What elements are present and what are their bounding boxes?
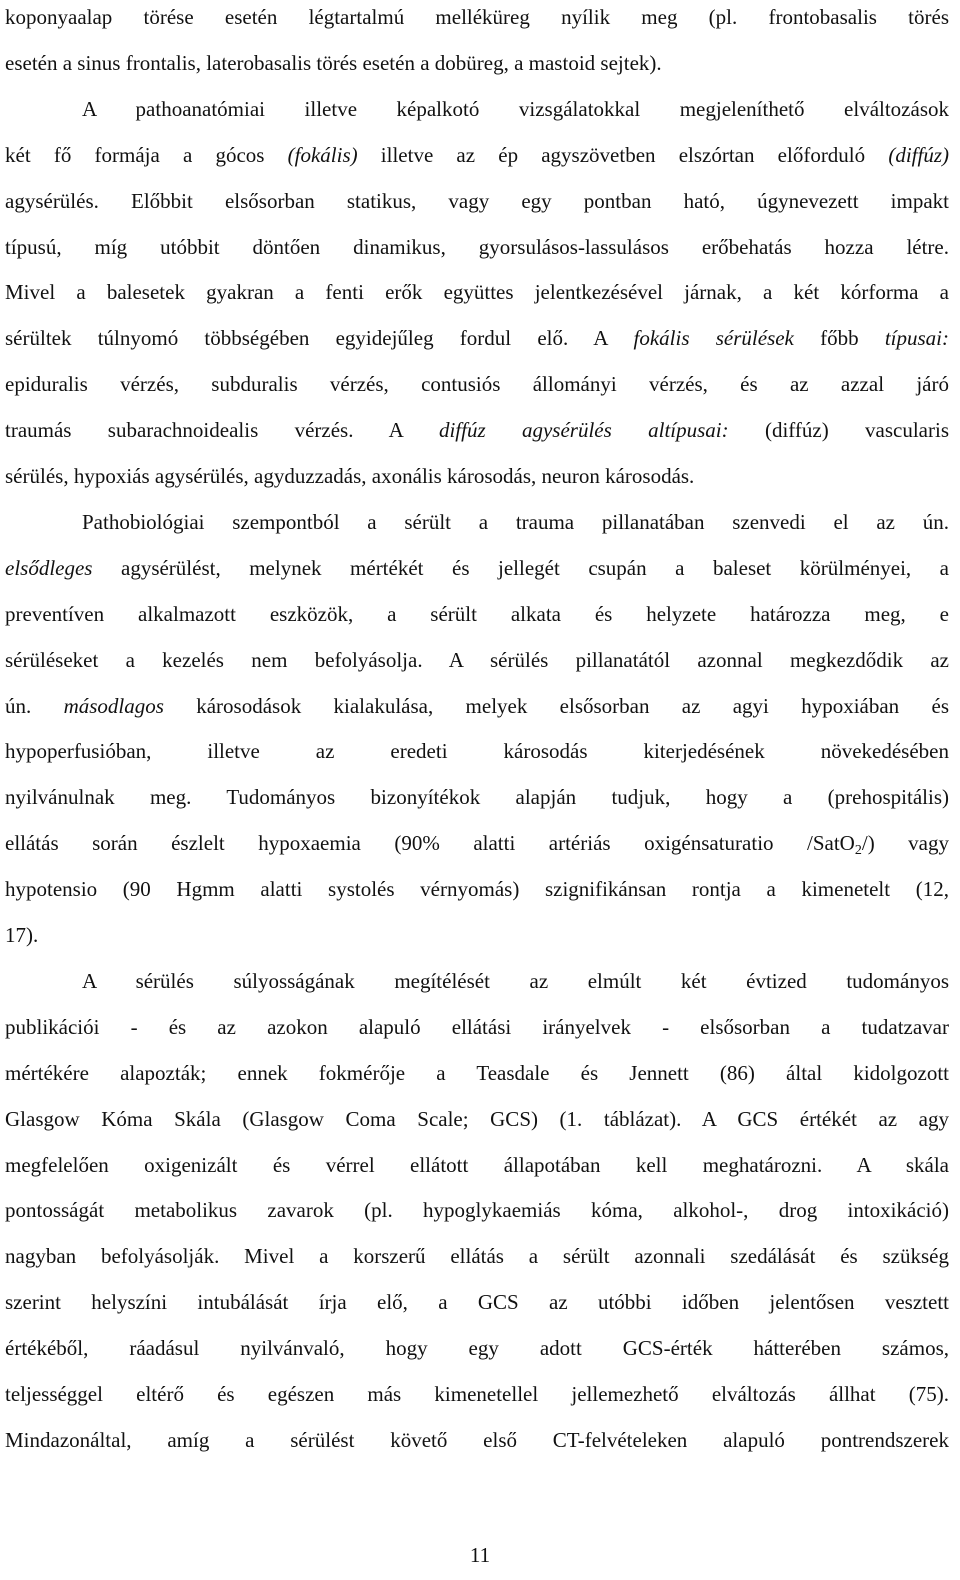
text-line <box>5 3 949 31</box>
text-run: A sérülés súlyosságának megítélését az elmúlt két évtized tudományos <box>82 968 949 993</box>
text-run: sérülés, hypoxiás agysérülés, agyduzzadás, axonális károsodás, neuron károsodás. <box>5 464 695 488</box>
text-run: 17). <box>5 923 39 947</box>
text-line <box>5 1426 949 1454</box>
text-run: traumás subarachnoidealis vérzés. A <box>5 418 439 443</box>
text-line <box>5 1380 949 1408</box>
text-run: teljességgel eltérő és egészen más kimenetellel jellemezhető elváltozás állhat (75). <box>5 1382 949 1406</box>
text-run: ellátás során észlelt hypoxaemia (90% alatti artériás oxigénsaturatio /SatO <box>5 831 855 856</box>
text-line <box>82 508 949 536</box>
text-line <box>5 462 949 490</box>
text-line <box>5 737 949 765</box>
text-line <box>5 141 949 169</box>
italic-term: típusai: <box>884 326 949 351</box>
text-run: főbb <box>793 326 885 351</box>
text-run: agysérülést, melynek mértékét és jellegét csupán a baleset körülményei, a <box>92 555 949 580</box>
text-run: (diffúz) vascularis <box>728 418 949 443</box>
text-line <box>5 1288 949 1316</box>
text-line <box>5 600 949 628</box>
page-number: 11 <box>469 1543 491 1567</box>
text-line <box>5 875 949 903</box>
text-run: hypotensio (90 Hgmm alatti systolés vérnyomás) szignifikánsan rontja a kimenetelt (12, <box>5 877 949 902</box>
italic-term: (diffúz) <box>888 142 949 167</box>
text-line <box>5 1242 949 1270</box>
text-line <box>5 646 949 674</box>
text-run: nagyban befolyásolják. Mivel a korszerű ellátás a sérült azonnali szedálását és szükség <box>5 1244 949 1269</box>
text-run: sérüléseket a kezelés nem befolyásolja. A sérülés pillanatától azonnal megkezdődik az <box>5 647 949 672</box>
text-run: hypoperfusióban, illetve az eredeti károsodás kiterjedésének növekedésében <box>5 739 949 764</box>
text-run: epiduralis vérzés, subduralis vérzés, contusiós állományi vérzés, és az azzal járó <box>5 372 949 397</box>
text-run: pontosságát metabolikus zavarok (pl. hypoglykaemiás kóma, alkohol-, drog intoxikáció) <box>5 1198 949 1223</box>
text-line <box>5 1151 949 1179</box>
text-run: esetén a sinus frontalis, laterobasalis törés esetén a dobüreg, a mastoid sejtek). <box>5 50 662 75</box>
text-run: ún. <box>5 693 64 718</box>
text-line <box>5 829 949 857</box>
text-run: Glasgow Kóma Skála (Glasgow Coma Scale; GCS) (1. táblázat). A GCS értékét az agy <box>5 1106 949 1131</box>
text-line <box>5 1334 949 1362</box>
text-run: publikációi - és az azokon alapuló ellátási irányelvek - elsősorban a tudatzavar <box>5 1014 949 1039</box>
text-run: illetve az ép agyszövetben elszórtan előforduló <box>357 142 889 167</box>
text-run: típusú, míg utóbbit döntően dinamikus, gyorsulásos-lassulásos erőbehatás hozza létre. <box>5 234 949 259</box>
italic-term: fokális sérülések <box>633 326 794 351</box>
text-run: megfelelően oxigenizált és vérrel ellátott állapotában kell meghatározni. A skála <box>5 1152 949 1177</box>
italic-term: (fokális) <box>287 142 358 167</box>
text-run: sérültek túlnyomó többségében egyidejűleg fordul elő. A <box>5 326 634 351</box>
text-line <box>5 370 949 398</box>
italic-term: másodlagos <box>63 693 164 718</box>
text-line <box>5 783 949 811</box>
text-line <box>5 554 949 582</box>
text-line <box>5 324 949 352</box>
text-line <box>5 187 949 215</box>
text-line <box>5 233 949 261</box>
text-line <box>82 967 949 995</box>
text-run: koponyaalap törése esetén légtartalmú melléküreg nyílik meg (pl. frontobasalis törés <box>5 5 949 29</box>
text-line <box>5 921 949 949</box>
text-line <box>5 1013 949 1041</box>
text-line <box>5 692 949 720</box>
subscript: 2 <box>854 843 862 859</box>
text-line <box>5 1059 949 1087</box>
italic-term: elsődleges <box>5 555 93 580</box>
text-run: agysérülés. Előbbit elsősorban statikus, vagy egy pontban ható, úgynevezett impakt <box>5 188 949 213</box>
text-line <box>82 95 949 123</box>
text-line <box>5 278 949 306</box>
text-run: szerint helyszíni intubálását írja elő, a GCS az utóbbi időben jelentősen vesztett <box>5 1290 949 1315</box>
text-run: mértékére alapozták; ennek fokmérője a Teasdale és Jennett (86) által kidolgozott <box>5 1060 949 1085</box>
text-run: Pathobiológiai szempontból a sérült a trauma pillanatában szenvedi el az ún. <box>82 509 949 534</box>
text-run: két fő formája a gócos <box>5 142 288 167</box>
text-line <box>5 1196 949 1224</box>
text-run: preventíven alkalmazott eszközök, a sérült alkata és helyzete határozza meg, e <box>5 601 949 626</box>
text-run: Mivel a balesetek gyakran a fenti erők együttes jelentkezésével járnak, a két kórforma a <box>5 280 949 305</box>
text-run: Mindazonáltal, amíg a sérülést követő első CT-felvételeken alapuló pontrendszerek <box>5 1427 949 1452</box>
text-run: értékéből, ráadásul nyilvánvaló, hogy egy adott GCS-érték hátterében számos, <box>5 1336 949 1361</box>
text-line <box>5 49 949 77</box>
text-run: károsodások kialakulása, melyek elsősorban az agyi hypoxiában és <box>163 693 949 718</box>
text-run: /) vagy <box>861 831 949 856</box>
italic-term: diffúz agysérülés altípusai: <box>438 418 729 443</box>
text-run: A pathoanatómiai illetve képalkotó vizsgálatokkal megjeleníthető elváltozások <box>82 96 949 121</box>
text-line <box>5 1105 949 1133</box>
text-line <box>5 416 949 444</box>
text-run: nyilvánulnak meg. Tudományos bizonyítékok alapján tudjuk, hogy a (prehospitális) <box>5 785 949 810</box>
